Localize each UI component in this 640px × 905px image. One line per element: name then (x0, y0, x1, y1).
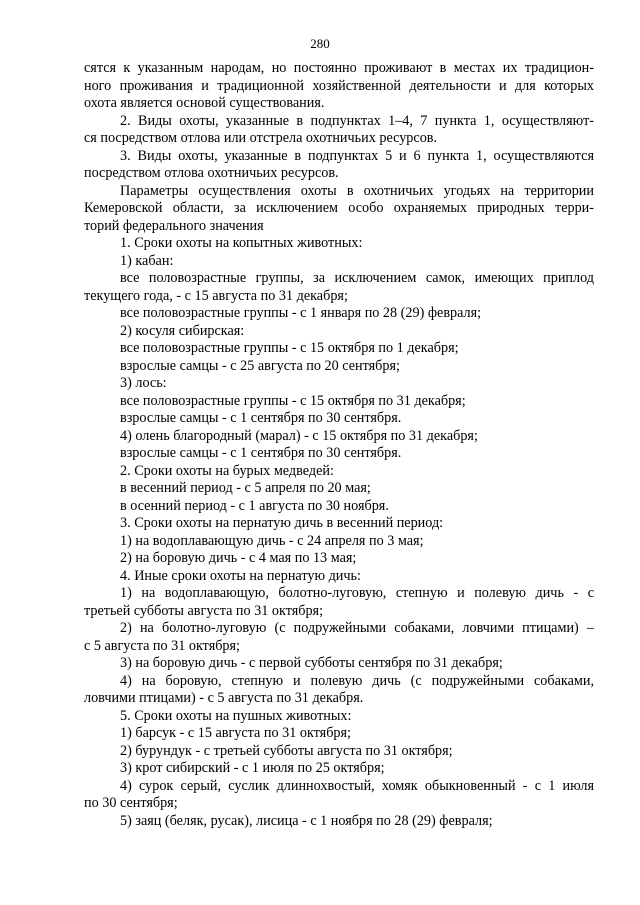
text-line: 1) на водоплавающую, болотно-луговую, степную и полевую дичь - с (120, 585, 594, 601)
text-line: охота является основой существования. (84, 95, 325, 111)
text-line: Кемеровской области, за исключением особо охраняемых природных терри- (84, 200, 594, 216)
text-line: 2) на болотно-луговую (с подружейными собаками, ловчими птицами) – (120, 620, 594, 636)
text-line: взрослые самцы - с 1 сентября по 30 сентября. (120, 445, 402, 461)
text-line: 2) косуля сибирская: (120, 322, 245, 339)
text-line: Параметры осуществления охоты в охотничьих угодьях на территории (120, 182, 594, 199)
text-line: 4. Иные сроки охоты на пернатую дичь: (120, 567, 361, 584)
text-line: 4) на боровую, степную и полевую дичь (с подружейными собаками, (120, 672, 594, 689)
text-line: все половозрастные группы - с 15 октября по 1 декабря; (120, 340, 459, 356)
text-line: 2) бурундук - с третьей субботы августа по 31 октября; (120, 742, 453, 759)
text-line: 5) заяц (беляк, русак), лисица - с 1 ноября по 28 (29) февраля; (120, 812, 493, 829)
text-line: 2. Виды охоты, указанные в подпунктах 1–4, 7 пункта 1, осуществляют- (120, 112, 594, 129)
text-line: в весенний период - с 5 апреля по 20 мая; (120, 480, 371, 496)
text-line: 3. Сроки охоты на пернатую дичь в весенний период: (120, 515, 444, 531)
text-line: 4) сурок серый, суслик длиннохвостый, хомяк обыкновенный - с 1 июля (120, 777, 594, 794)
text-line: 3) крот сибирский - с 1 июля по 25 октября; (120, 760, 385, 776)
text-line: 3. Виды охоты, указанные в подпунктах 5 и 6 пункта 1, осуществляются (120, 147, 594, 164)
text-line: торий федерального значения (84, 217, 264, 234)
text-line: посредством отлова охотничьих ресурсов. (84, 165, 339, 181)
text-line: третьей субботы августа по 31 октября; (84, 602, 324, 619)
text-line: по 30 сентября; (84, 795, 178, 811)
text-line: 4) олень благородный (марал) - с 15 октября по 31 декабря; (120, 427, 478, 444)
text-line: 2. Сроки охоты на бурых медведей: (120, 462, 334, 479)
text-line: текущего года, - с 15 августа по 31 декабря; (84, 287, 348, 304)
text-line: 2) на боровую дичь - с 4 мая по 13 мая; (120, 550, 357, 566)
text-line: взрослые самцы - с 1 сентября по 30 сентября. (120, 410, 402, 426)
text-line: сятся к указанным народам, но постоянно проживают в местах их традицион- (84, 60, 594, 76)
text-line: 3) лось: (120, 375, 167, 391)
text-line: с 5 августа по 31 октября; (84, 637, 240, 654)
text-line: все половозрастные группы, за исключением самок, имеющих приплод (120, 270, 594, 286)
page-number: 280 (310, 36, 330, 51)
text-line: ного проживания и традиционной хозяйственной деятельности и для которых (84, 77, 594, 94)
text-line: все половозрастные группы - с 1 января по 28 (29) февраля; (120, 305, 482, 321)
text-line: 1) барсук - с 15 августа по 31 октября; (120, 725, 351, 741)
text-line: 3) на боровую дичь - с первой субботы сентября по 31 декабря; (120, 655, 503, 671)
text-line: ловчими птицами) - с 5 августа по 31 декабря. (84, 690, 364, 706)
text-line: 1) кабан: (120, 252, 174, 269)
text-line: все половозрастные группы - с 15 октября по 31 декабря; (120, 392, 466, 409)
text-line: 1) на водоплавающую дичь - с 24 апреля по 3 мая; (120, 532, 424, 549)
text-line: взрослые самцы - с 25 августа по 20 сентября; (120, 357, 400, 374)
text-line: в осенний период - с 1 августа по 30 ноября. (120, 497, 389, 514)
text-line: ся посредством отлова или отстрела охотничьих ресурсов. (84, 130, 438, 146)
text-line: 5. Сроки охоты на пушных животных: (120, 707, 352, 724)
body-text (84, 60, 594, 830)
text-line: 1. Сроки охоты на копытных животных: (120, 235, 363, 251)
